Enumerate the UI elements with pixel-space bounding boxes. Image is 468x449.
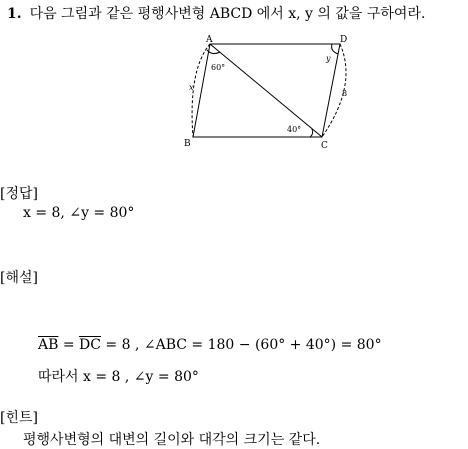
- label-b: B: [184, 139, 191, 149]
- angle-c-label: 40°: [287, 125, 302, 134]
- question: [7, 3, 425, 23]
- answer-heading: [정답]: [0, 186, 38, 202]
- hint-text: 평행사변형의 대변의 길이와 대각의 크기는 같다.: [23, 432, 321, 448]
- side-8-label: 8: [342, 89, 348, 98]
- explanation-heading: [해설]: [0, 270, 38, 286]
- angle-a-label: 60°: [211, 63, 226, 72]
- equals-sign: =: [58, 337, 80, 353]
- explanation-line-1: [38, 337, 382, 353]
- label-a: A: [206, 35, 213, 45]
- segment-ab: $\overline{AB}$: [38, 337, 59, 353]
- question-text: 다음 그림과 같은 평행사변형 ABCD 에서 x, y 의 값을 구하여라.: [29, 6, 426, 22]
- side-x-label: x: [189, 83, 194, 92]
- segment-dc: $\overline{DC}$: [79, 337, 101, 353]
- parallelogram-figure: [180, 30, 360, 150]
- explanation-line-2: 따라서 x = 8 , ∠y = 80°: [38, 369, 199, 385]
- explanation-rest: = 8 , ∠ABC = 180 − (60° + 40°) = 80°: [100, 337, 382, 353]
- answer-text: x = 8, ∠y = 80°: [23, 205, 135, 221]
- angle-mark-c: [310, 129, 313, 137]
- diagonal-ac: [210, 44, 322, 137]
- question-number: 1.: [7, 6, 22, 22]
- label-d: D: [340, 35, 348, 45]
- angle-y-label: y: [326, 54, 331, 63]
- angle-mark-d: [332, 44, 338, 54]
- label-c: C: [321, 141, 328, 150]
- hint-heading: [힌트]: [0, 410, 38, 426]
